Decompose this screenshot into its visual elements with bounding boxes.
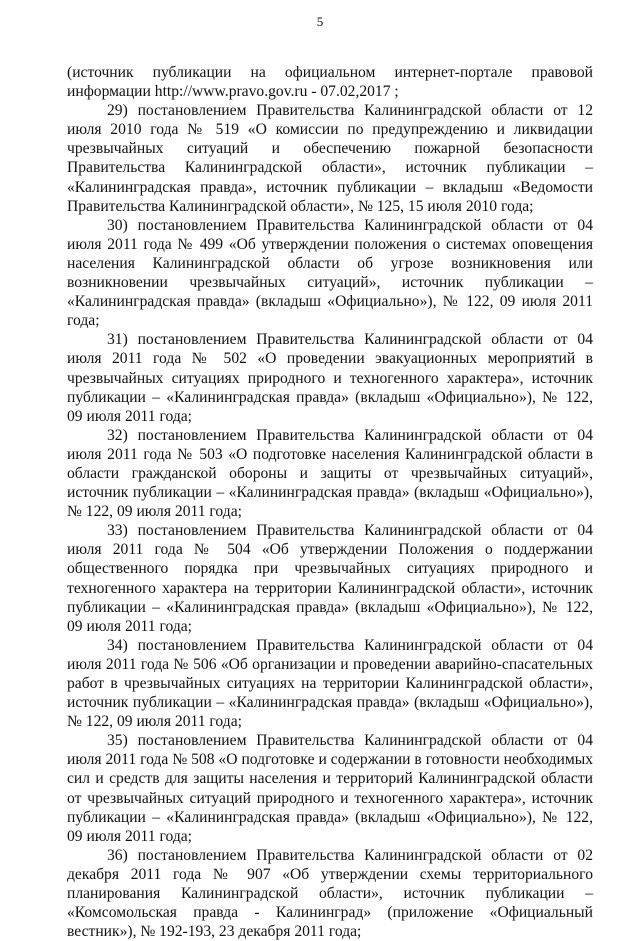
paragraph-item-34: 34) постановлением Правительства Калининградской области от 04 июля 2011 года № 506 «Об организации и проведении аварийно-спасательных работ в чрезвычайных ситуациях на территории Калининградской области», источник публикации – «Калининградская правда» (вкладыш «Официально»), № 122, 09 июля 2011 года; [67,636,593,731]
paragraph-item-30: 30) постановлением Правительства Калининградской области от 04 июля 2011 года № 499 «Об утверждении положения о системах оповещения населения Калининградской области об угрозе возникновения или возникновении чрезвычайных ситуаций», источник публикации – «Калининградская правда» (вкладыш «Официально»), № 122, 09 июля 2011 года; [67,216,593,330]
document-body [67,63,593,941]
paragraph-item-36: 36) постановлением Правительства Калининградской области от 02 декабря 2011 года № 907 «Об утверждении схемы территориального планирования Калининградской области», источник публикации – «Комсомольская правда - Калининград» (приложение «Официальный вестник»), № 192-193, 23 декабря 2011 года; [67,846,593,941]
page-number: 5 [316,14,324,29]
paragraph-item-31: 31) постановлением Правительства Калининградской области от 04 июля 2011 года № 502 «О проведении эвакуационных мероприятий в чрезвычайных ситуациях природного и техногенного характера», источник публикации – «Калининградская правда» (вкладыш «Официально»), № 122, 09 июля 2011 года; [67,331,593,425]
paragraph-source-note: (источник публикации на официальном интернет-портале правовой информации http://www.pravo.gov.ru - 07.02,2017 ; [67,64,593,101]
paragraph-item-29: 29) постановлением Правительства Калининградской области от 12 июля 2010 года № 519 «О комиссии по предупреждению и ликвидации чрезвычайных ситуаций и обеспечению пожарной безопасности Правительства Калининградской области», источник публикации – «Калининградская правда», источник публикации – вкладыш «Ведомости Правительства Калининградской области», № 125, 15 июля 2010 года; [67,102,593,215]
paragraph-item-33: 33) постановлением Правительства Калининградской области от 04 июля 2011 года № 504 «Об утверждении Положения о поддержании общественного порядка при чрезвычайных ситуациях природного и техногенного характера на территории Калининградской области», источник публикации – «Калининградская правда» (вкладыш «Официально»), № 122, 09 июля 2011 года; [67,522,593,635]
paragraph-item-35: 35) постановлением Правительства Калининградской области от 04 июля 2011 года № 508 «О подготовке и содержании в готовности необходимых сил и средств для защиты населения и территорий Калининградской области от чрезвычайных ситуаций природного и техногенного характера», источник публикации – «Калининградская правда» (вкладыш «Официально»), № 122, 09 июля 2011 года; [67,732,593,845]
paragraph-item-32: 32) постановлением Правительства Калининградской области от 04 июля 2011 года № 503 «О подготовке населения Калининградской области в области гражданской обороны и защиты от чрезвычайных ситуаций», источник публикации – «Калининградская правда» (вкладыш «Официально»), № 122, 09 июля 2011 года; [67,426,593,521]
